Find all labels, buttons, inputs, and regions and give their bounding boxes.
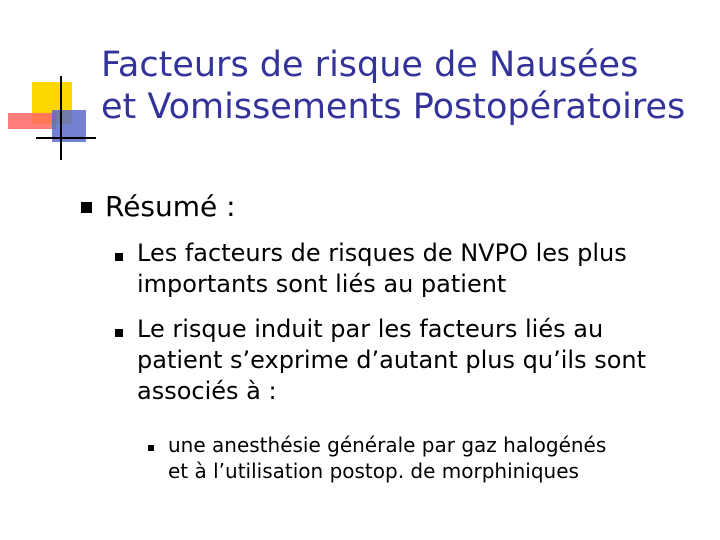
list-item-line: importants sont liés au patient	[137, 270, 507, 298]
list-item-line: patient s’exprime d’autant plus qu’ils sont	[137, 346, 647, 374]
list-item	[137, 314, 707, 407]
title-line: Facteurs de risque de Nausées	[101, 45, 639, 85]
slide-title	[101, 44, 711, 128]
list-item-line: Le risque induit par les facteurs liés au	[137, 315, 604, 343]
sub-list-item	[168, 432, 688, 484]
square-bullet-icon	[115, 329, 123, 337]
section-heading: Résumé :	[105, 190, 236, 223]
list-item-line: Les facteurs de risques de NVPO les plus	[137, 239, 627, 267]
list-item	[137, 238, 707, 300]
square-bullet-icon	[148, 445, 154, 451]
square-bullet-icon	[115, 253, 123, 261]
corner-decoration-icon	[0, 0, 110, 170]
sub-list-item-line: et à l’utilisation postop. de morphiniques	[168, 459, 579, 483]
sub-list-item-line: une anesthésie générale par gaz halogénés	[168, 433, 607, 457]
title-line: et Vomissements Postopératoires	[101, 87, 686, 127]
list-item-line: associés à :	[137, 377, 277, 405]
square-bullet-icon	[81, 202, 92, 213]
red-bar	[8, 113, 56, 129]
